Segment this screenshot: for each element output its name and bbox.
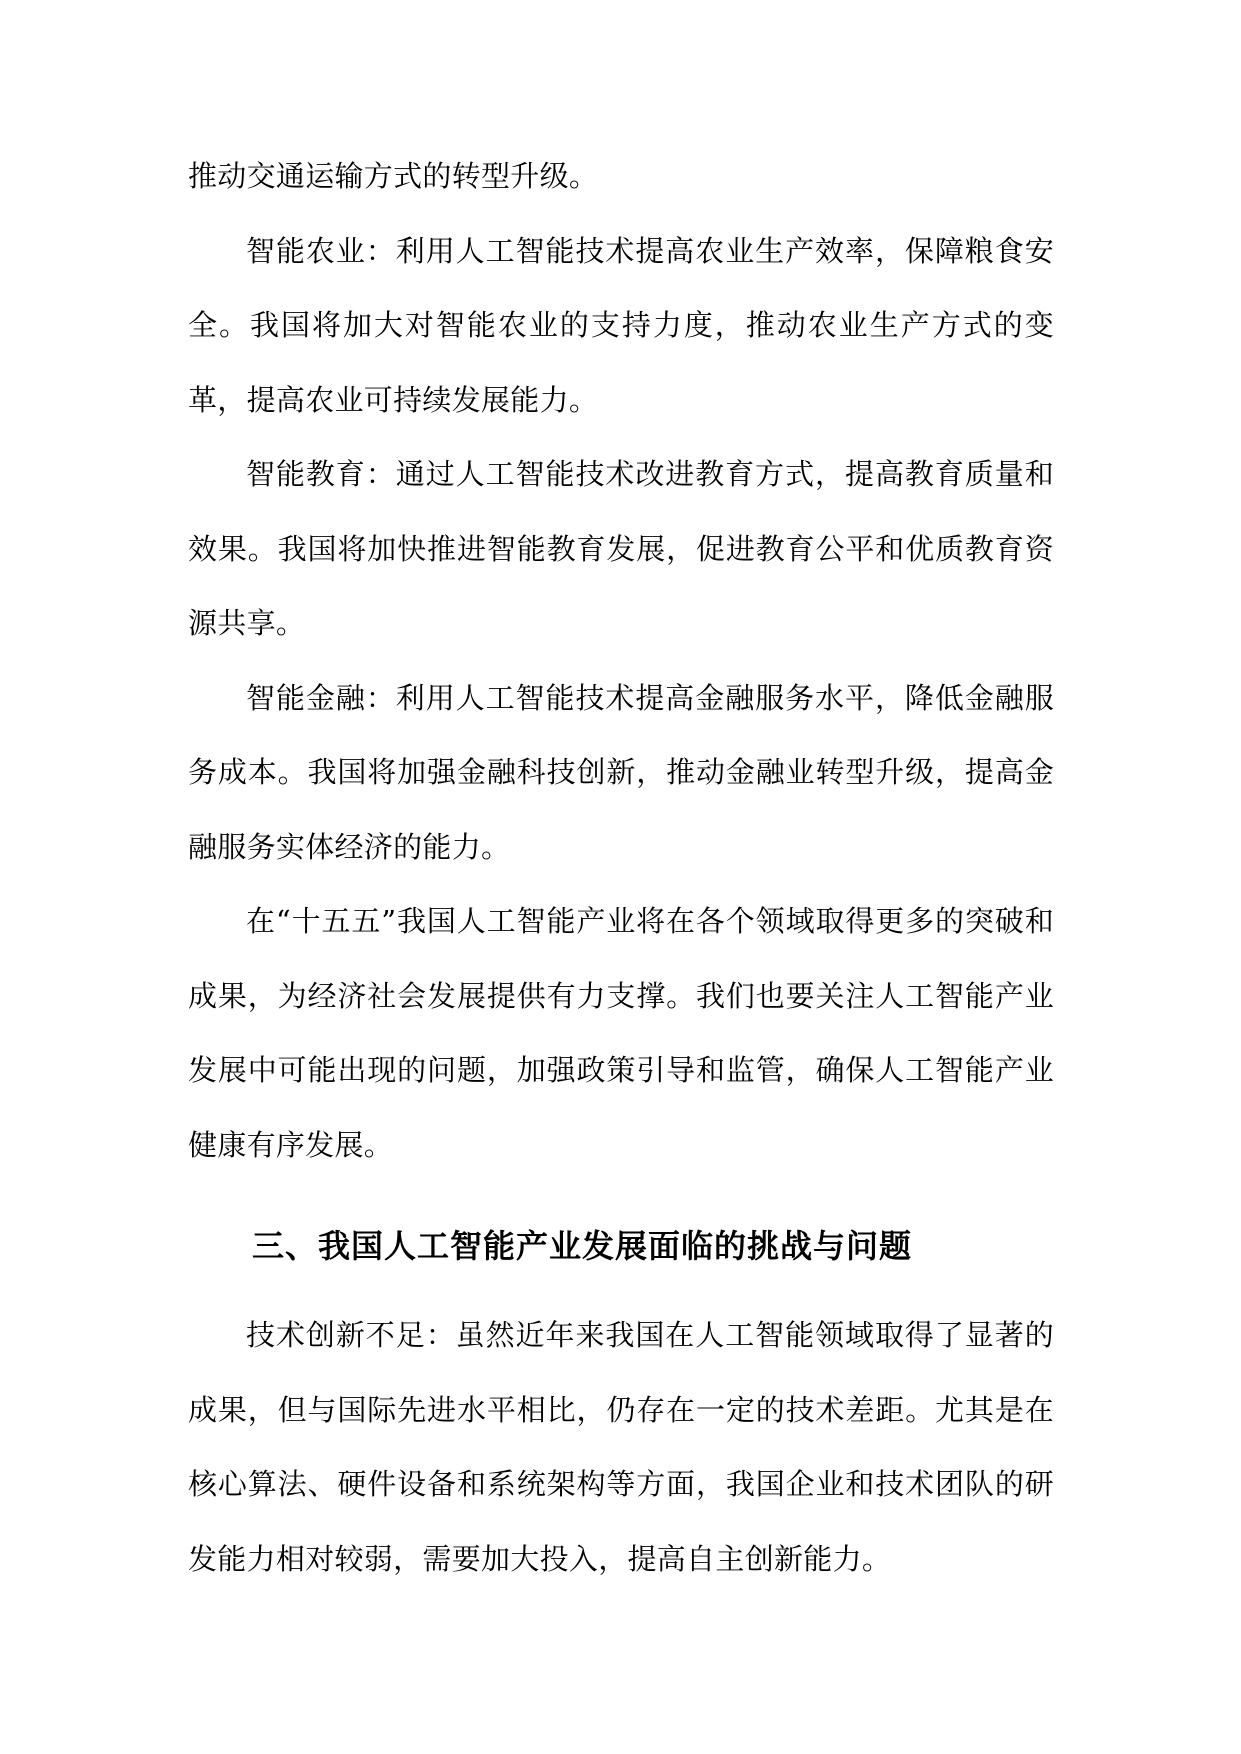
paragraph-summary: 在“十五五”我国人工智能产业将在各个领域取得更多的突破和成果，为经济社会发展提供有力支撑。我们也要关注人工智能产业发展中可能出现的问题，加强政策引导和监管，确保人工智能产业健康有序发展。 (188, 904, 1054, 1162)
paragraph-smart-education: 智能教育：通过人工智能技术改进教育方式，提高教育质量和效果。我国将加快推进智能教育发展，促进教育公平和优质教育资源共享。 (188, 457, 1054, 640)
paragraph-smart-agriculture: 智能农业：利用人工智能技术提高农业生产效率，保障粮食安全。我国将加大对智能农业的支持力度，推动农业生产方式的变革，提高农业可持续发展能力。 (188, 233, 1054, 417)
paragraph-continuation: 推动交通运输方式的转型升级。 (188, 159, 599, 193)
paragraph-tech-innovation: 技术创新不足：虽然近年来我国在人工智能领域取得了显著的成果，但与国际先进水平相比，仍存在一定的技术差距。尤其是在核心算法、硬件设备和系统架构等方面，我国企业和技术团队的研发能力相对较弱，需要加大投入，提高自主创新能力。 (188, 1318, 1054, 1576)
section-heading: 三、我国人工智能产业发展面临的挑战与问题 (252, 1227, 913, 1265)
paragraph-smart-finance: 智能金融：利用人工智能技术提高金融服务水平，降低金融服务成本。我国将加强金融科技创新，推动金融业转型升级，提高金融服务实体经济的能力。 (188, 680, 1054, 864)
document-body (188, 139, 1054, 1596)
